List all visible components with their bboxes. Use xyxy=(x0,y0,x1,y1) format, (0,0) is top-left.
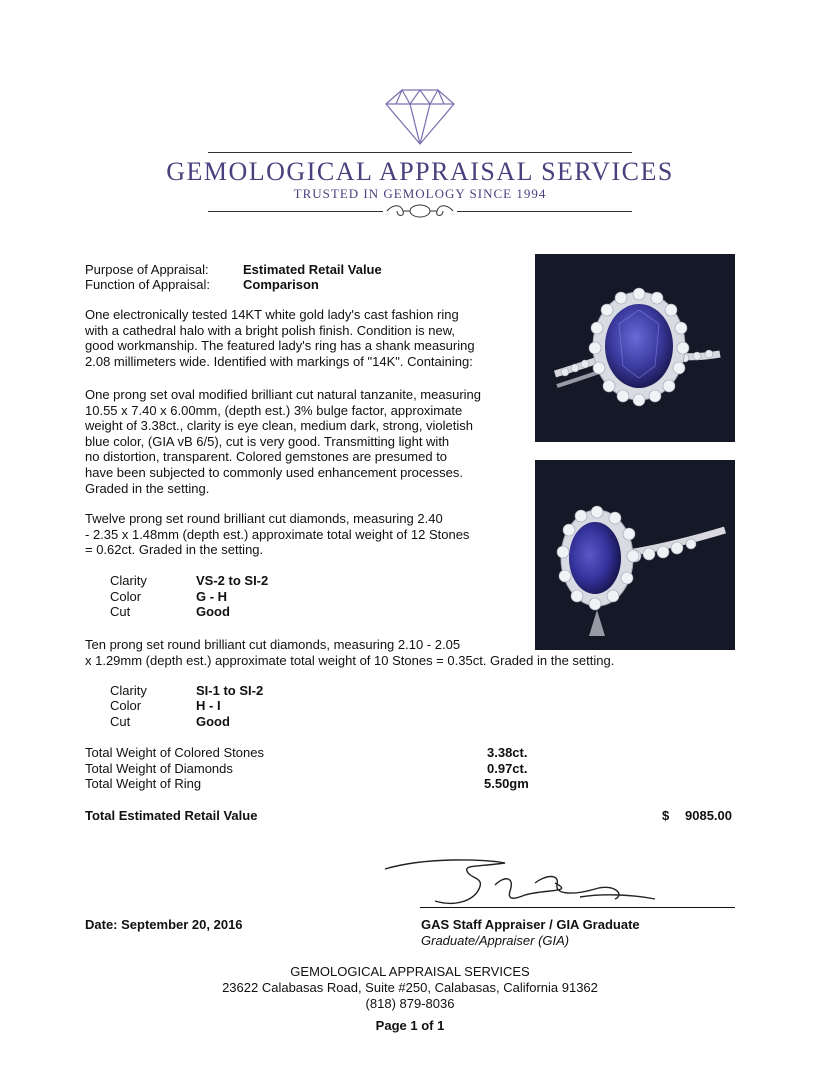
total-label-diamonds: Total Weight of Diamonds xyxy=(85,761,233,776)
total-label-colored-stones: Total Weight of Colored Stones xyxy=(85,745,264,760)
footer-phone: (818) 879-8036 xyxy=(365,996,455,1011)
total-value-ring: 5.50gm xyxy=(484,776,529,791)
text-line: weight of 3.38ct., clarity is eye clean, medium dark, strong, violetish xyxy=(85,418,474,434)
text-line: no distortion, transparent. Colored gemstones are presumed to xyxy=(85,449,448,465)
total-value-diamonds: 0.97ct. xyxy=(487,761,528,776)
appraiser-credential: Graduate/Appraiser (GIA) xyxy=(421,933,570,948)
page-number: Page 1 of 1 xyxy=(375,1018,445,1033)
tagline: TRUSTED IN GEMOLOGY SINCE 1994 xyxy=(293,186,547,201)
grade-value-cut: Good xyxy=(196,604,230,619)
text-line: 10.55 x 7.40 x 6.00mm, (depth est.) 3% bulge factor, approximate xyxy=(85,402,463,418)
text-line: Ten prong set round brilliant cut diamonds, measuring 2.10 - 2.05 xyxy=(85,637,461,652)
text-line: good workmanship. The featured lady's ring has a shank measuring xyxy=(85,338,475,354)
grade-label-cut: Cut xyxy=(110,604,131,619)
footer-company-name: GEMOLOGICAL APPRAISAL SERVICES xyxy=(290,964,530,979)
text-line: - 2.35 x 1.48mm (depth est.) approximate total weight of 12 Stones xyxy=(85,526,470,542)
total-label-ring: Total Weight of Ring xyxy=(85,776,202,791)
grade-label-cut: Cut xyxy=(110,714,131,729)
text-line: = 0.62ct. Graded in the setting. xyxy=(85,542,264,558)
text-line: One electronically tested 14KT white gold lady's cast fashion ring xyxy=(85,307,459,322)
appraisal-date: Date: September 20, 2016 xyxy=(85,917,243,932)
grade-label-clarity: Clarity xyxy=(110,683,147,698)
description-paragraph-1 xyxy=(85,307,525,369)
org-name: GEMOLOGICAL APPRAISAL SERVICES xyxy=(166,157,674,186)
purpose-value: Estimated Retail Value xyxy=(243,262,382,277)
retail-value-amount: 9085.00 xyxy=(685,808,732,823)
text-line: blue color, (GIA vB 6/5), cut is very good. Transmitting light with xyxy=(85,433,450,449)
ring-photo-front xyxy=(535,254,735,442)
grade-value-cut: Good xyxy=(196,714,230,729)
description-paragraph-2 xyxy=(85,387,525,496)
currency-symbol: $ xyxy=(662,808,670,823)
grade-value-color: G - H xyxy=(196,589,228,604)
grade-value-clarity: SI-1 to SI-2 xyxy=(196,683,264,698)
text-line: One prong set oval modified brilliant cut natural tanzanite, measuring xyxy=(85,387,481,402)
footer-address: 23622 Calabasas Road, Suite #250, Calabasas, California 91362 xyxy=(222,980,598,995)
signature-line xyxy=(420,907,735,908)
function-value: Comparison xyxy=(243,277,319,292)
grade-label-color: Color xyxy=(110,589,142,604)
total-value-colored-stones: 3.38ct. xyxy=(487,745,528,760)
description-paragraph-3 xyxy=(85,511,525,558)
text-line: have been subjected to commonly used enhancement processes. xyxy=(85,464,463,480)
text-line: 2.08 millimeters wide. Identified with markings of "14K". Containing: xyxy=(85,353,473,369)
grade-label-clarity: Clarity xyxy=(110,573,147,588)
grade-value-color: H - I xyxy=(196,698,221,713)
header-rule-top xyxy=(208,152,632,153)
grade-label-color: Color xyxy=(110,698,142,713)
appraiser-signature xyxy=(375,855,675,915)
text-line: x 1.29mm (depth est.) approximate total weight of 10 Stones = 0.35ct. Graded in the setting. xyxy=(85,652,615,668)
purpose-label: Purpose of Appraisal: xyxy=(85,262,209,277)
retail-value-label: Total Estimated Retail Value xyxy=(85,808,258,823)
appraiser-title: GAS Staff Appraiser / GIA Graduate xyxy=(421,917,640,932)
text-line: Graded in the setting. xyxy=(85,480,210,496)
function-label: Function of Appraisal: xyxy=(85,277,211,292)
grade-value-clarity: VS-2 to SI-2 xyxy=(196,573,269,588)
text-line: Twelve prong set round brilliant cut diamonds, measuring 2.40 xyxy=(85,511,443,526)
diamond-logo-icon xyxy=(380,86,460,150)
header-rule-bottom-right xyxy=(457,211,632,212)
header-rule-bottom-left xyxy=(208,211,383,212)
text-line: with a cathedral halo with a bright polish finish. Condition is new, xyxy=(85,322,455,338)
ring-photo-side xyxy=(535,460,735,650)
ornament-icon xyxy=(383,202,457,220)
